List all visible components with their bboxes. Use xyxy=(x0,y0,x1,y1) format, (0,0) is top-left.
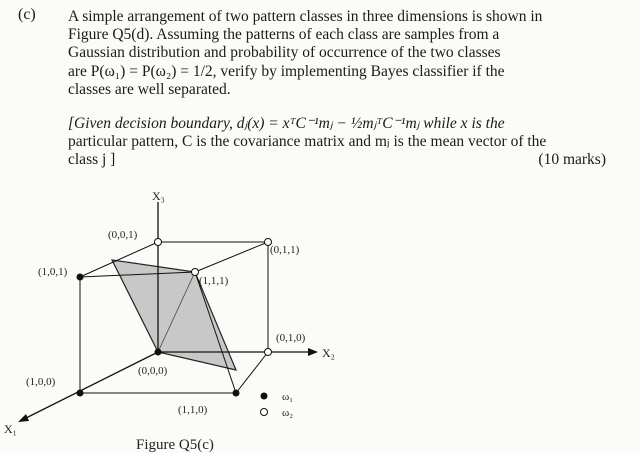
para1-line5: classes are well separated. xyxy=(68,80,231,98)
label-100: (1,0,0) xyxy=(26,376,56,388)
vertex-101 xyxy=(77,274,84,281)
label-010: (0,1,0) xyxy=(276,332,306,344)
label-001: (0,0,1) xyxy=(108,229,138,241)
vertex-001 xyxy=(155,239,162,246)
label-011: (0,1,1) xyxy=(270,244,300,256)
axis-x1-arrow xyxy=(18,414,29,422)
para1-line3: Gaussian distribution and probability of occurrence of the two classes xyxy=(68,44,501,62)
label-101: (1,0,1) xyxy=(38,266,68,278)
para1-line2: Figure Q5(d). Assuming the patterns of each class are samples from a xyxy=(68,26,500,44)
axis-x1-label: X₁ xyxy=(4,422,17,436)
para2-line3: class j ] xyxy=(68,151,116,169)
para2-line2: particular pattern, C is the covariance matrix and mⱼ is the mean vector of the xyxy=(68,133,547,151)
vertex-100 xyxy=(77,390,84,397)
label-111: (1,1,1) xyxy=(199,275,229,287)
label-000: (0,0,0) xyxy=(138,365,168,377)
vertex-110 xyxy=(233,390,240,397)
figure-caption: Figure Q5(c) xyxy=(136,437,214,453)
axis-x2-arrow xyxy=(308,348,318,356)
question-label: (c) xyxy=(18,6,36,23)
para2-line1: [Given decision boundary, dⱼ(x) = xᵀC⁻¹mⱼ − ½mⱼᵀC⁻¹mⱼ while x is the xyxy=(68,115,505,132)
edge-110-010 xyxy=(236,352,268,393)
para1-line4: are P(ω₁) = P(ω₂) = 1/2, verify by implementing Bayes classifier if the xyxy=(68,62,505,80)
legend-w2-label: ω₂ xyxy=(282,407,294,419)
axis-x2-label: X₂ xyxy=(322,346,335,360)
edge-111-011 xyxy=(195,242,268,272)
vertex-000 xyxy=(155,349,162,356)
vertex-010 xyxy=(265,349,272,356)
marks-label: (10 marks) xyxy=(538,151,606,169)
legend-w1-label: ω₁ xyxy=(282,391,294,403)
vertex-111 xyxy=(192,269,199,276)
legend-w1-marker xyxy=(261,393,268,400)
legend-w2-marker xyxy=(261,409,268,416)
label-110: (1,1,0) xyxy=(178,404,208,416)
para1-line1: A simple arrangement of two pattern classes in three dimensions is shown in xyxy=(68,8,543,25)
axis-x3-label: X₃ xyxy=(152,189,165,203)
